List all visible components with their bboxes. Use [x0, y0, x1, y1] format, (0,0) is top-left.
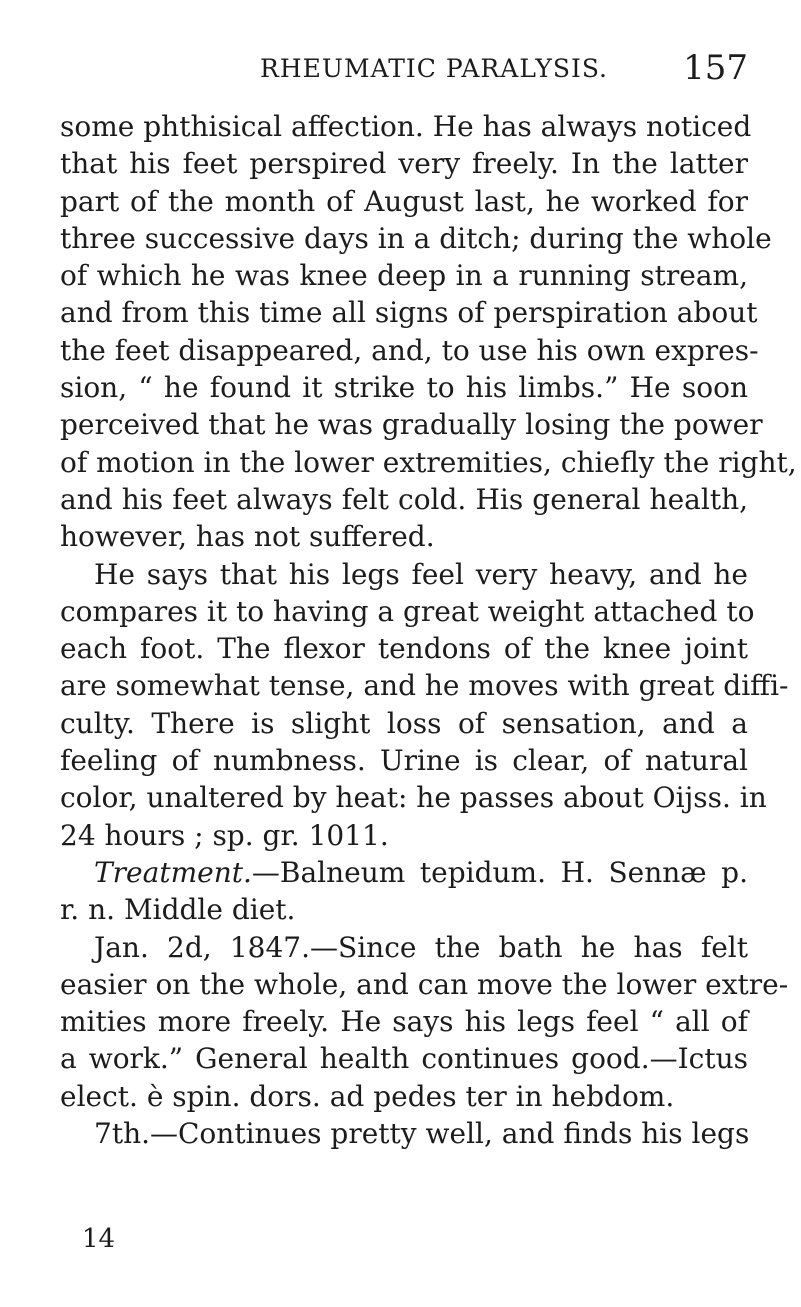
text-line: a work.” General health continues good.—Ictus: [60, 1042, 748, 1076]
text-line: 7th.—Continues pretty well, and finds his legs: [94, 1117, 750, 1151]
text-line: culty. There is slight loss of sensation, and a: [60, 706, 748, 740]
text-line: each foot. The flexor tendons of the knee joint: [60, 632, 748, 666]
text-line: of motion in the lower extremities, chiefly the right,: [60, 445, 797, 479]
text-line: r. n. Middle diet.: [60, 893, 296, 927]
text-line: sion, “ he found it strike to his limbs.” He soon: [60, 371, 748, 405]
running-title: RHEUMATIC PARALYSIS.: [260, 54, 609, 83]
text-line: perceived that he was gradually losing the power: [60, 408, 763, 442]
text-line: Jan. 2d, 1847.—Since the bath he has felt: [94, 930, 748, 964]
body-text: [60, 108, 797, 1152]
treatment-line: [60, 854, 748, 891]
text-line: of which he was knee deep in a running stream,: [60, 259, 748, 293]
text-line: some phthisical affection. He has always noticed: [60, 110, 752, 143]
text-line: however, has not suffered.: [60, 520, 435, 554]
treatment-text: —Balneum tepidum. H. Sennæ p.: [251, 855, 748, 889]
text-line: part of the month of August last, he worked for: [60, 184, 748, 218]
text-line: and from this time all signs of perspiration about: [60, 296, 758, 330]
text-line: are somewhat tense, and he moves with great diffi-: [60, 669, 789, 703]
page-number: 157: [683, 48, 748, 88]
text-line: He says that his legs feel very heavy, and he: [94, 557, 748, 591]
text-line: 24 hours ; sp. gr. 1011.: [60, 818, 389, 852]
text-line: three successive days in a ditch; during the whole: [60, 221, 772, 255]
running-head: [60, 48, 748, 88]
treatment-label: Treatment.: [94, 855, 252, 889]
text-line: easier on the whole, and can move the lower extre-: [60, 967, 789, 1001]
text-line: the feet disappeared, and, to use his own expres-: [60, 333, 759, 367]
text-line: mities more freely. He says his legs feel “ all of: [60, 1005, 748, 1039]
text-line: elect. è spin. dors. ad pedes ter in hebdom.: [60, 1079, 675, 1113]
text-line: that his feet perspired very freely. In the latter: [60, 147, 748, 181]
signature-mark: 14: [82, 1224, 116, 1254]
text-line: compares it to having a great weight attached to: [60, 594, 755, 628]
text-line: color, unaltered by heat: he passes about Oijss. in: [60, 781, 767, 815]
text-line: feeling of numbness. Urine is clear, of natural: [60, 744, 748, 778]
text-line: and his feet always felt cold. His general health,: [60, 482, 748, 516]
